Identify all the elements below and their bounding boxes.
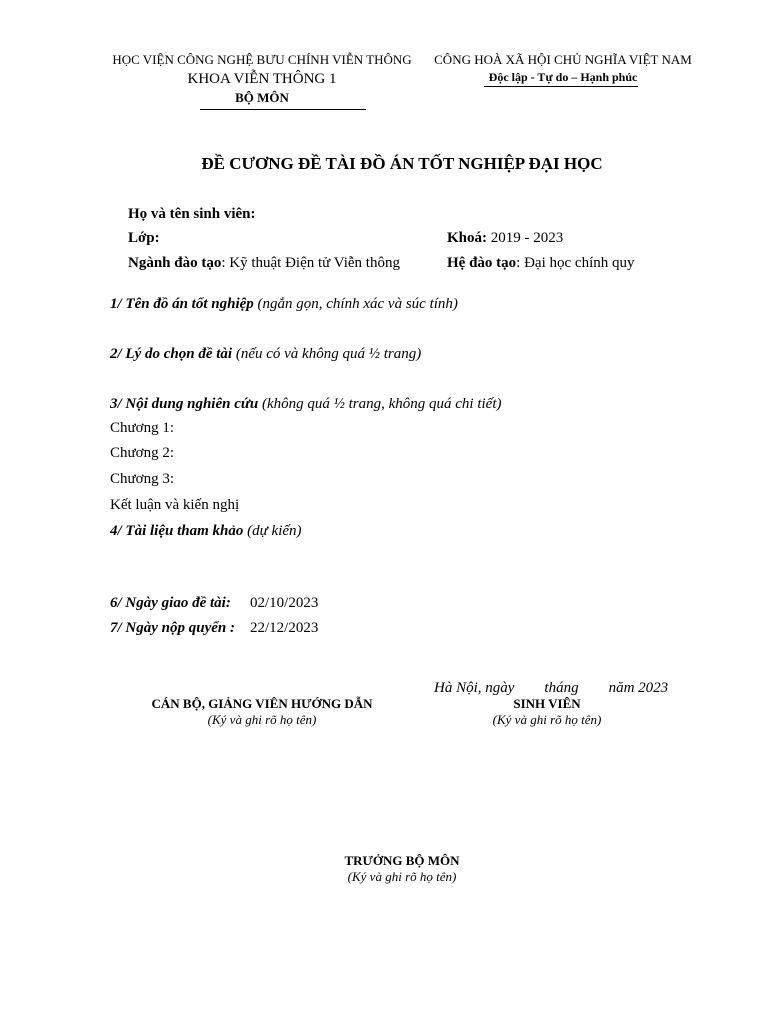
student-sign-note: (Ký và ghi rõ họ tên): [492, 712, 602, 727]
submit-date-label: 7/ Ngày nộp quyển :: [110, 620, 235, 636]
country-name: CÔNG HOÀ XÃ HỘI CHỦ NGHĨA VIỆT NAM: [434, 52, 692, 67]
major-field: [128, 255, 400, 272]
motto-underline: [484, 86, 638, 87]
section-1-note: (ngắn gọn, chính xác và súc tính): [253, 296, 458, 312]
section-4-note: (dự kiến): [243, 523, 302, 539]
section-2: [110, 346, 421, 363]
chapter-2: Chương 2:: [110, 445, 174, 461]
assign-date-value: 02/10/2023: [250, 595, 319, 611]
department-name: BỘ MÔN: [235, 90, 289, 105]
section-4-title: 4/ Tài liệu tham khảo: [110, 523, 244, 539]
chapter-1: Chương 1:: [110, 420, 174, 436]
section-4: [110, 523, 302, 540]
advisor-title: CÁN BỘ, GIẢNG VIÊN HƯỚNG DẪN: [151, 696, 373, 711]
student-name-label: Họ và tên sinh viên:: [128, 206, 256, 222]
department-underline: [200, 109, 366, 110]
section-1-title: 1/ Tên đồ án tốt nghiệp: [110, 296, 254, 312]
place-and-date: Hà Nội, ngày tháng năm 2023: [434, 680, 669, 696]
submit-date-value: 22/12/2023: [250, 620, 319, 636]
course-value: 2019 - 2023: [487, 230, 564, 246]
section-2-note: (nếu có và không quá ½ trang): [232, 346, 422, 362]
faculty-name: KHOA VIỄN THÔNG 1: [187, 71, 337, 87]
head-of-department-note: (Ký và ghi rõ họ tên): [347, 869, 457, 884]
course-field: [447, 230, 563, 247]
section-3-note: (không quá ½ trang, không quá chi tiết): [258, 396, 502, 412]
conclusion: Kết luận và kiến nghị: [110, 497, 240, 513]
chapter-3: Chương 3:: [110, 471, 174, 487]
advisor-note: (Ký và ghi rõ họ tên): [207, 712, 317, 727]
section-3-title: 3/ Nội dung nghiên cứu: [110, 396, 259, 412]
major-value: : Kỹ thuật Điện tử Viễn thông: [221, 255, 400, 271]
assign-date-label: 6/ Ngày giao đề tài:: [110, 595, 231, 611]
major-label: Ngành đào tạo: [128, 255, 222, 271]
section-3: [110, 396, 502, 413]
class-label: Lớp:: [128, 230, 160, 246]
head-of-department-title: TRƯỞNG BỘ MÔN: [344, 853, 460, 868]
course-label: Khoá:: [447, 230, 488, 246]
document-title: ĐỀ CƯƠNG ĐỀ TÀI ĐỒ ÁN TỐT NGHIỆP ĐẠI HỌC: [201, 154, 603, 173]
institute-name: HỌC VIỆN CÔNG NGHỆ BƯU CHÍNH VIỄN THÔNG: [112, 52, 412, 67]
training-mode-value: : Đại học chính quy: [516, 255, 635, 271]
student-sign-title: SINH VIÊN: [513, 696, 581, 711]
section-1: [110, 296, 458, 313]
section-2-title: 2/ Lý do chọn đề tài: [110, 346, 233, 362]
national-motto: Độc lập - Tự do – Hạnh phúc: [488, 70, 638, 84]
training-mode-field: [447, 255, 634, 272]
training-mode-label: Hệ đào tạo: [447, 255, 517, 271]
